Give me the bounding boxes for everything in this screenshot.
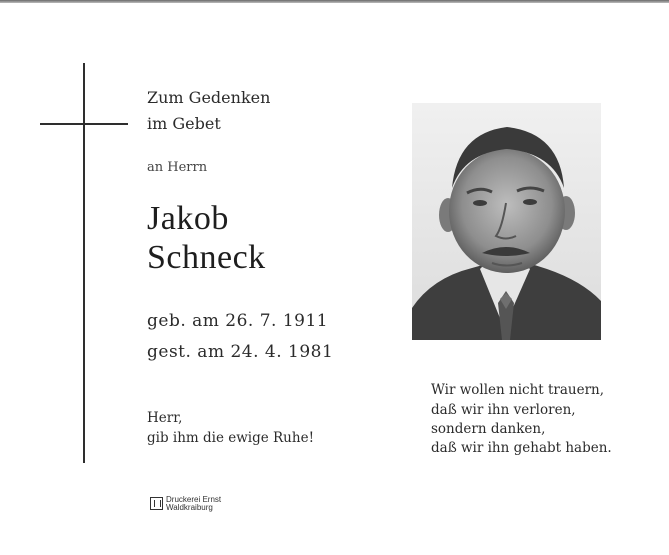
printer-city: Waldkraiburg [166, 503, 213, 512]
portrait-photo [412, 103, 601, 340]
prayer-line-2: gib ihm die ewige Ruhe! [147, 430, 314, 446]
portrait-illustration [412, 103, 601, 340]
printer-logo-icon [150, 497, 163, 510]
verse-line-3: sondern danken, [431, 421, 546, 437]
verse-line-1: Wir wollen nicht trauern, [431, 382, 605, 398]
heading-line-2: im Gebet [147, 114, 221, 133]
printer-name: Druckerei Ernst [166, 495, 222, 504]
salutation: an Herrn [147, 160, 208, 175]
verse-line-4: daß wir ihn gehabt haben. [431, 440, 612, 456]
verse-line-2: daß wir ihn verloren, [431, 402, 576, 418]
birth-date: geb. am 26. 7. 1911 [147, 311, 329, 331]
heading-line-1: Zum Gedenken [147, 88, 271, 107]
cross-horizontal-bar [40, 123, 128, 125]
prayer-line-1: Herr, [147, 410, 183, 426]
first-name: Jakob [147, 200, 229, 237]
death-date: gest. am 24. 4. 1981 [147, 342, 334, 362]
last-name: Schneck [147, 239, 266, 276]
top-edge-rule [0, 0, 669, 3]
